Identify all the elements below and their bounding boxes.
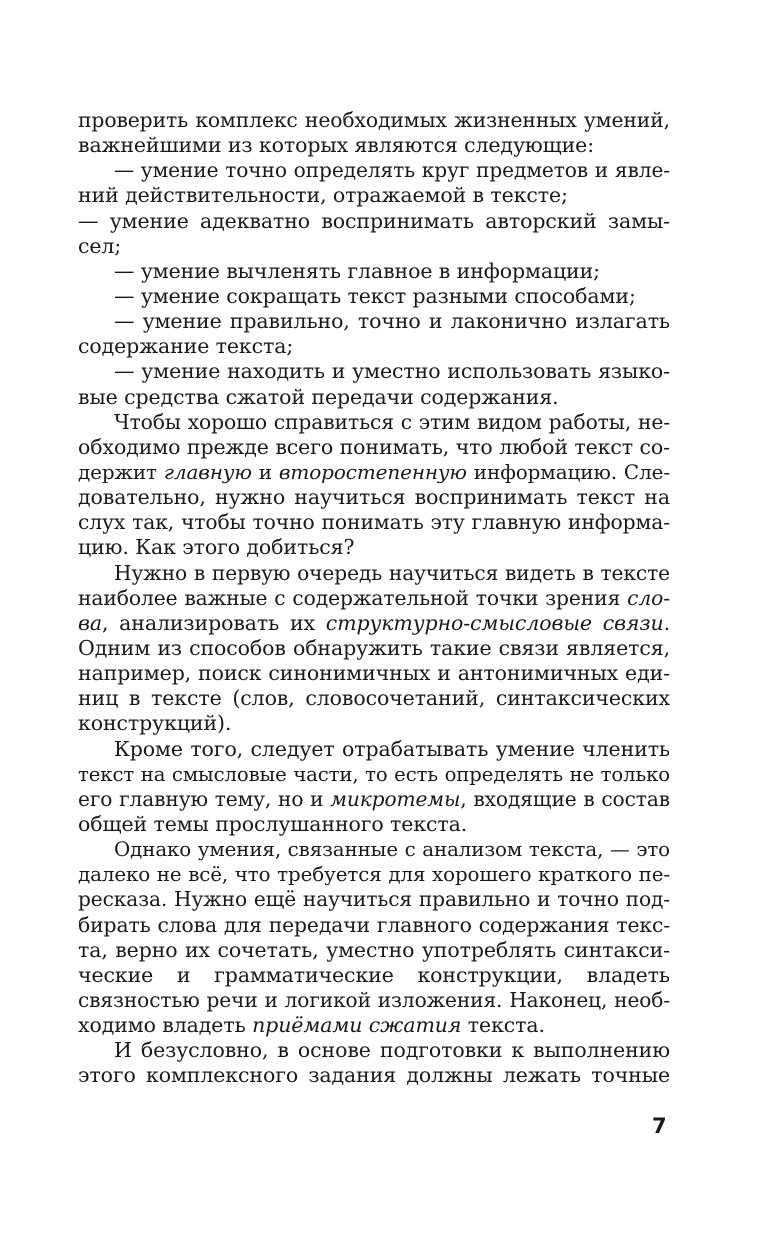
text-line: Чтобы хорошо справиться с этим видом работы, не-: [114, 409, 670, 434]
page-body-text: [78, 108, 670, 1088]
text-line: И безусловно, в основе подготовки к выполнению: [114, 1038, 670, 1063]
text-line: общей темы прослушанного текста.: [78, 811, 468, 836]
text-line: связностью речи и логикой изложения. Наконец, необ-: [78, 987, 670, 1012]
text-line: сел;: [78, 233, 122, 258]
text-line: вые средства сжатой передачи содержания.: [78, 384, 559, 409]
text-line: этого комплексного задания должны лежать точные: [78, 1063, 670, 1088]
text-line: та, верно их сочетать, уместно употреблять синтакси-: [78, 937, 670, 962]
text-line: слух так, чтобы точно понимать эту главную информа-: [78, 510, 670, 535]
text-line: — умение точно определять круг предметов и явле-: [114, 158, 670, 183]
text-line: текст на смысловые части, то есть определять не только: [78, 762, 670, 786]
text-line: Однако умения, связанные с анализом текста, — это: [114, 838, 670, 862]
text-line: Нужно в первую очередь научиться видеть в тексте: [114, 560, 670, 585]
text-line: ресказа. Нужно ещё научиться правильно и точно под-: [78, 887, 670, 912]
text-line: ходимо владеть приёмами сжатия текста.: [78, 1013, 545, 1038]
text-line: — умение находить и уместно использовать языко-: [114, 359, 670, 384]
text-line: далеко не всё, что требуется для хорошего краткого пе-: [78, 863, 670, 887]
text-line: держит главную и второстепенную информацию. Сле-: [78, 459, 671, 484]
text-line: Кроме того, следует отрабатывать умение членить: [114, 736, 670, 761]
text-line: Одним из способов обнаружить такие связи является,: [78, 635, 670, 660]
text-line: — умение адекватно воспринимать авторский замы-: [78, 208, 670, 233]
text-line: ва, анализировать их структурно-смысловые связи.: [78, 610, 670, 635]
text-line: содержание текста;: [78, 334, 294, 359]
text-line: наиболее важные с содержательной точки зрения сло-: [78, 585, 670, 610]
text-line: ниц в тексте (слов, словосочетаний, синтаксических: [78, 686, 670, 711]
text-line: — умение вычленять главное в информации;: [114, 258, 600, 283]
text-line: цию. Как этого добиться?: [78, 535, 355, 560]
text-line: ческие и грамматические конструкции, владеть: [78, 962, 670, 987]
text-line: его главную тему, но и микротемы, входящие в состав: [78, 786, 670, 811]
text-line: важнейшими из которых являются следующие:: [78, 133, 595, 158]
text-line: ний действительности, отражаемой в тексте;: [78, 183, 568, 208]
text-line: довательно, нужно научиться воспринимать текст на: [78, 485, 670, 510]
text-line: — умение правильно, точно и лаконично излагать: [114, 309, 670, 334]
text-line: например, поиск синонимичных и антонимичных еди-: [78, 661, 670, 686]
text-line: бирать слова для передачи главного содержания текс-: [78, 912, 670, 937]
text-line: конструкций).: [78, 711, 232, 736]
text-line: обходимо прежде всего понимать, что любой текст со-: [78, 434, 670, 459]
page-number: 7: [652, 1114, 667, 1138]
text-line: проверить комплекс необходимых жизненных умений,: [78, 108, 670, 132]
text-line: — умение сокращать текст разными способами;: [114, 283, 636, 308]
